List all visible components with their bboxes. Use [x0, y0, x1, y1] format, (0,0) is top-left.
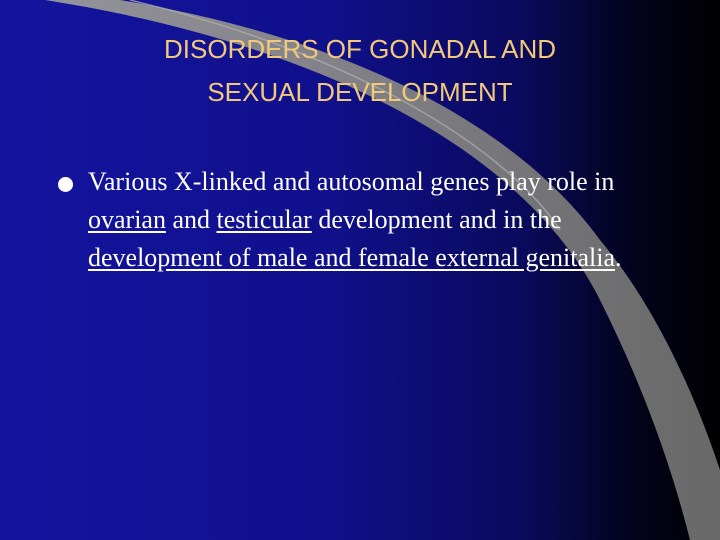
bullet-text-4: .: [614, 243, 622, 272]
slide-title: [0, 28, 720, 114]
bullet-list: [58, 163, 658, 277]
bullet-text-ovarian: ovarian: [88, 205, 166, 234]
bullet-text-testicular: testicular: [216, 205, 312, 234]
title-line-2: SEXUAL DEVELOPMENT: [207, 77, 513, 107]
bullet-text-2: and: [165, 205, 217, 234]
bullet-text-3: development and in the: [311, 205, 562, 234]
bullet-dot-icon: [58, 177, 73, 192]
title-line-1: DISORDERS OF GONADAL AND: [164, 34, 556, 64]
bullet-item: [58, 163, 658, 277]
bullet-text-1: Various X-linked and autosomal genes play role in: [88, 167, 615, 196]
bullet-text-genitalia: development of male and female external genitalia: [88, 243, 615, 272]
